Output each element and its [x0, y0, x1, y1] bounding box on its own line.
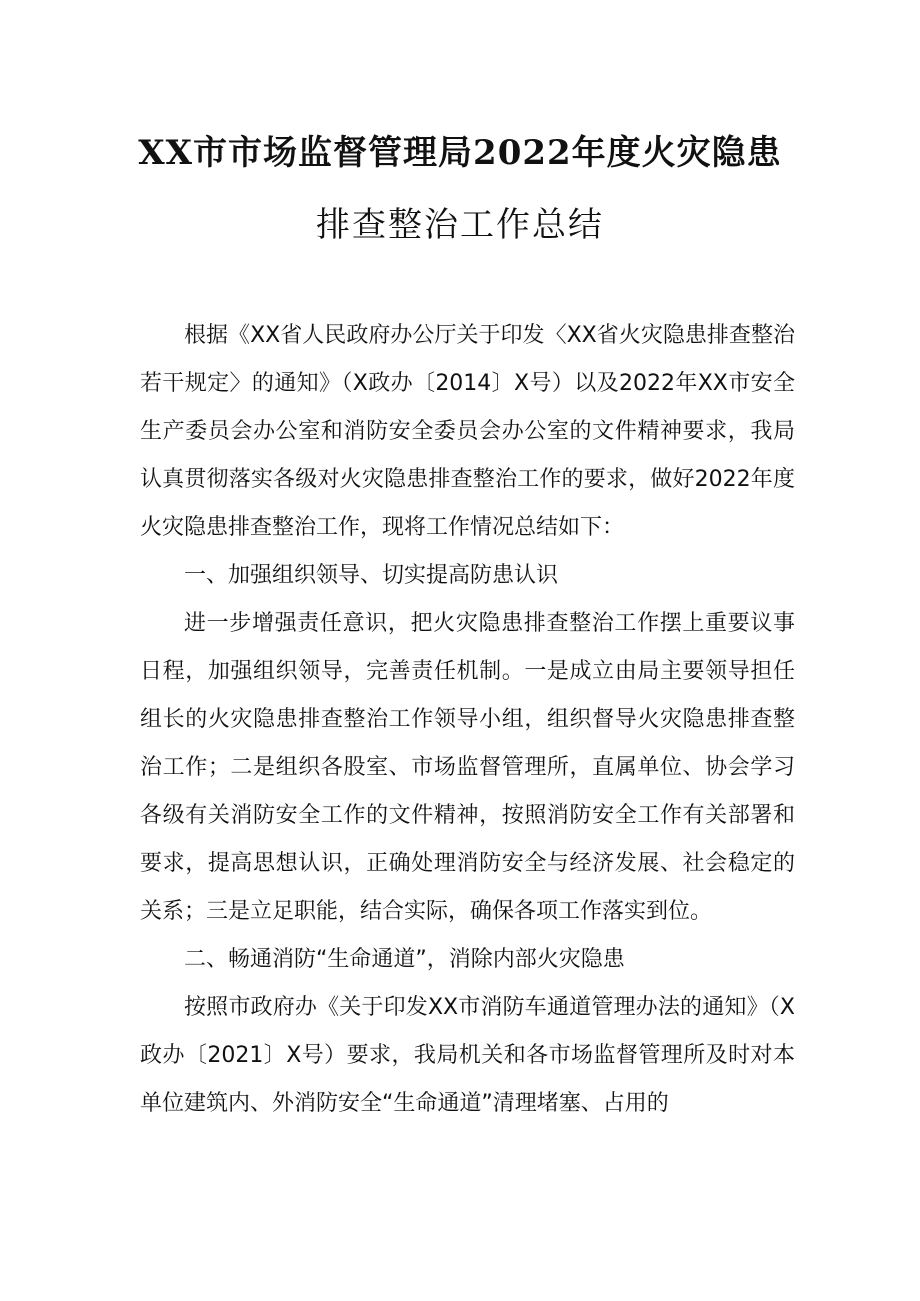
section-1-paragraph: 进一步增强责任意识，把火灾隐患排查整治工作摆上重要议事日程，加强组织领导，完善责任机制。一是成立由局主要领导担任组长的火灾隐患排查整治工作领导小组，组织督导火灾隐患排查整治工作；二是组织各股室、市场监督管理所，直属单位、协会学习各级有关消防安全工作的文件精神，按照消防安全工作有关部署和要求，提高思想认识，正确处理消防安全与经济发展、社会稳定的关系；三是立足职能，结合实际，确保各项工作落实到位。: [140, 611, 795, 924]
intro-paragraph: 根据《XX省人民政府办公厅关于印发〈XX省火灾隐患排查整治若干规定〉的通知》（X政办〔2014〕X号）以及2022年XX市安全生产委员会办公室和消防安全委员会办公室的文件精神要求，我局认真贯彻落实各级对火灾隐患排查整治工作的要求，做好2022年度火灾隐患排查整治工作，现将工作情况总结如下：: [140, 323, 795, 540]
document-title-line-2: 排查整治工作总结: [316, 205, 604, 245]
document-title-line-1: XX市市场监督管理局2022年度火灾隐患: [138, 133, 782, 173]
section-heading-2: 二、畅通消防“生命通道”，消除内部火灾隐患: [184, 947, 625, 972]
section-2-paragraph: 按照市政府办《关于印发XX市消防车通道管理办法的通知》（X政办〔2021〕X号）要求，我局机关和各市场监督管理所及时对本单位建筑内、外消防安全“生命通道”清理堵塞、占用的: [140, 995, 795, 1116]
section-heading-1: 一、加强组织领导、切实提高防患认识: [184, 563, 559, 588]
document-body: [140, 312, 795, 1128]
